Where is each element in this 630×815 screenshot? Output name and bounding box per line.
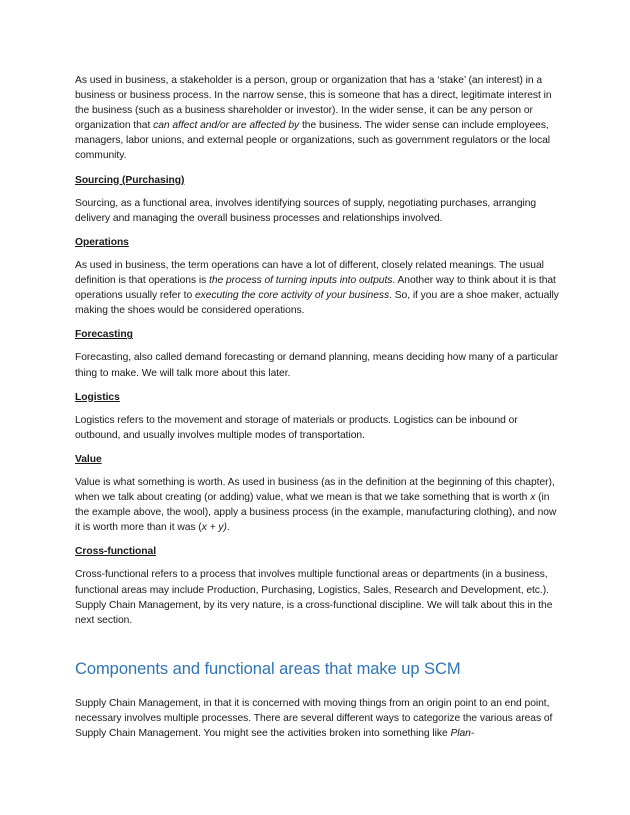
paragraph-text: the business. The wider sense can include employees, managers, labor unions, and external people or organizations, such as government regulators or the local community. <box>75 120 551 162</box>
paragraph-text: Value is what something is worth. As used in business (as in the definition at the beginning of this chapter), when we talk about creating (or adding) value, what we mean is that we take something that is worth <box>75 476 555 504</box>
components-paragraph <box>75 696 560 741</box>
paragraph-text: Supply Chain Management, in that it is concerned with moving things from an origin point to an end point, necessary involves multiple processes. There are several different ways to categorize the various areas of Supply Chain Management. You might see the activities broken into something like <box>75 697 553 739</box>
logistics-paragraph: Logistics refers to the movement and storage of materials or products. Logistics can be inbound or outbound, and usually involves multiple modes of transportation. <box>75 414 518 441</box>
paragraph-text: . <box>226 522 230 534</box>
emphasis-text: can affect and/or are affected by <box>153 120 300 132</box>
value-paragraph <box>75 475 560 535</box>
document-page <box>75 73 560 750</box>
emphasis-text: executing the core activity of your business <box>194 290 390 302</box>
paragraph-text: (in the example above, the wool), apply a business process (in the example, manufacturing clothing), and now it is worth more than it was ( <box>75 492 557 534</box>
emphasis-text: Plan- <box>450 728 475 739</box>
heading-forecasting: Forecasting <box>75 329 133 341</box>
emphasis-text: x + y) <box>201 522 227 534</box>
section-title-components: Components and functional areas that make up SCM <box>75 659 461 678</box>
forecasting-paragraph: Forecasting, also called demand forecasting or demand planning, means deciding how many of a particular thing to make. We will talk more about this later. <box>75 352 559 379</box>
heading-operations: Operations <box>75 236 129 248</box>
heading-sourcing: Sourcing (Purchasing) <box>75 174 185 186</box>
paragraph-text: . Another way to think about it is that operations usually refer to <box>75 275 556 302</box>
heading-cross-functional: Cross-functional <box>75 546 157 558</box>
paragraph-text: . So, if you are a shoe maker, actually making the shoes would be considered operations. <box>75 290 559 317</box>
emphasis-text: x <box>530 492 536 504</box>
heading-value: Value <box>75 453 102 465</box>
emphasis-text: the process of turning inputs into outputs <box>209 275 393 287</box>
operations-paragraph <box>75 258 560 318</box>
paragraph-text: As used in business, a stakeholder is a person, group or organization that has a ‘stake’ (an interest) in a business or business process. In the narrow sense, this is someone that has a direct, legitimate interest in the business (such as a business shareholder or investor). In the wider sense, it can be any person or organization that <box>75 75 552 132</box>
sourcing-paragraph: Sourcing, as a functional area, involves identifying sources of supply, negotiating purchases, arranging delivery and managing the overall business processes and relationships involved. <box>75 197 537 224</box>
cross-functional-paragraph: Cross-functional refers to a process that involves multiple functional areas or departments (in a business, functional areas may include Production, Purchasing, Logistics, Sales, Research and Development, etc.). Supply Chain Management, by its very nature, is a cross-functional discipline. We will talk about this in the next section. <box>75 569 553 626</box>
heading-logistics: Logistics <box>75 391 120 403</box>
stakeholder-paragraph <box>75 73 560 164</box>
paragraph-text: As used in business, the term operations can have a lot of different, closely related meanings. The usual definition is that operations is <box>75 259 544 287</box>
